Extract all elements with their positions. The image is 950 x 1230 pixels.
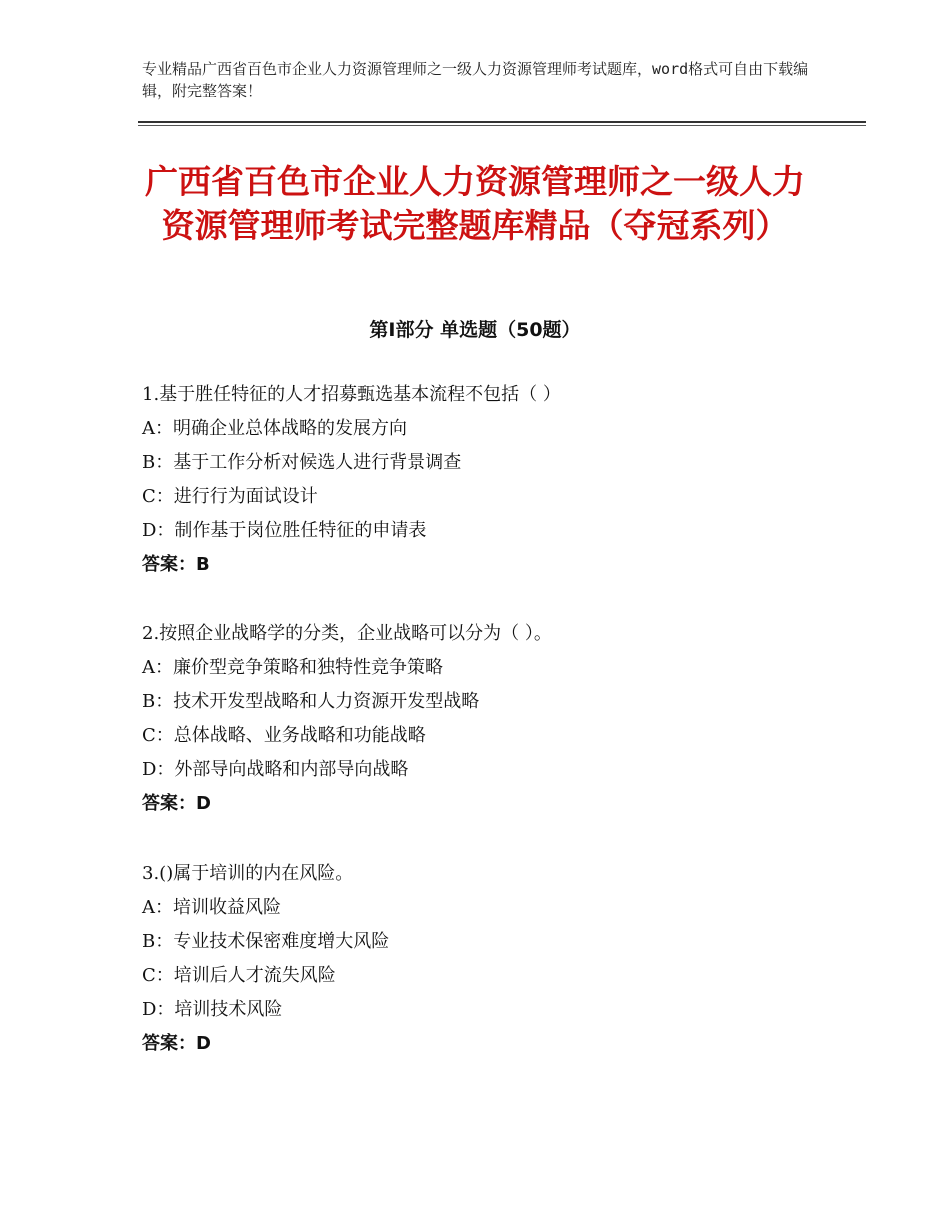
answer: 答案：D	[142, 793, 211, 814]
section-title: 第Ⅰ部分 单选题（50题）	[369, 319, 581, 341]
option-b: B：专业技术保密难度增大风险	[142, 931, 390, 952]
option-b: B：基于工作分析对候选人进行背景调查	[142, 452, 462, 473]
option-b: B：技术开发型战略和人力资源开发型战略	[142, 691, 480, 712]
answer: 答案：D	[142, 1033, 211, 1054]
answer: 答案：B	[142, 554, 210, 575]
option-a: A：廉价型竞争策略和独特性竞争策略	[142, 657, 443, 678]
option-d: D：外部导向战略和内部导向战略	[142, 759, 409, 780]
option-a: A：培训收益风险	[142, 897, 281, 918]
option-c: C：进行行为面试设计	[142, 486, 318, 507]
question-1	[142, 378, 842, 582]
header-divider-thick	[138, 121, 866, 123]
header-divider-thin	[138, 125, 866, 126]
header-note: 专业精品广西省百色市企业人力资源管理师之一级人力资源管理师考试题库，word格式可自由下载编辑，附完整答案！	[142, 60, 809, 100]
option-c: C：培训后人才流失风险	[142, 965, 336, 986]
option-c: C：总体战略、业务战略和功能战略	[142, 725, 426, 746]
option-a: A：明确企业总体战略的发展方向	[142, 418, 407, 439]
option-d: D：制作基于岗位胜任特征的申请表	[142, 520, 427, 541]
document-title: 广西省百色市企业人力资源管理师之一级人力资源管理师考试完整题库精品（夺冠系列）	[145, 162, 805, 245]
option-d: D：培训技术风险	[142, 999, 283, 1020]
question-stem: 2.按照企业战略学的分类，企业战略可以分为（ ）。	[142, 623, 552, 644]
question-3	[142, 857, 842, 1061]
question-stem: 1.基于胜任特征的人才招募甄选基本流程不包括（ ）	[142, 384, 561, 405]
question-stem: 3.()属于培训的内在风险。	[142, 863, 354, 884]
question-2	[142, 617, 842, 821]
